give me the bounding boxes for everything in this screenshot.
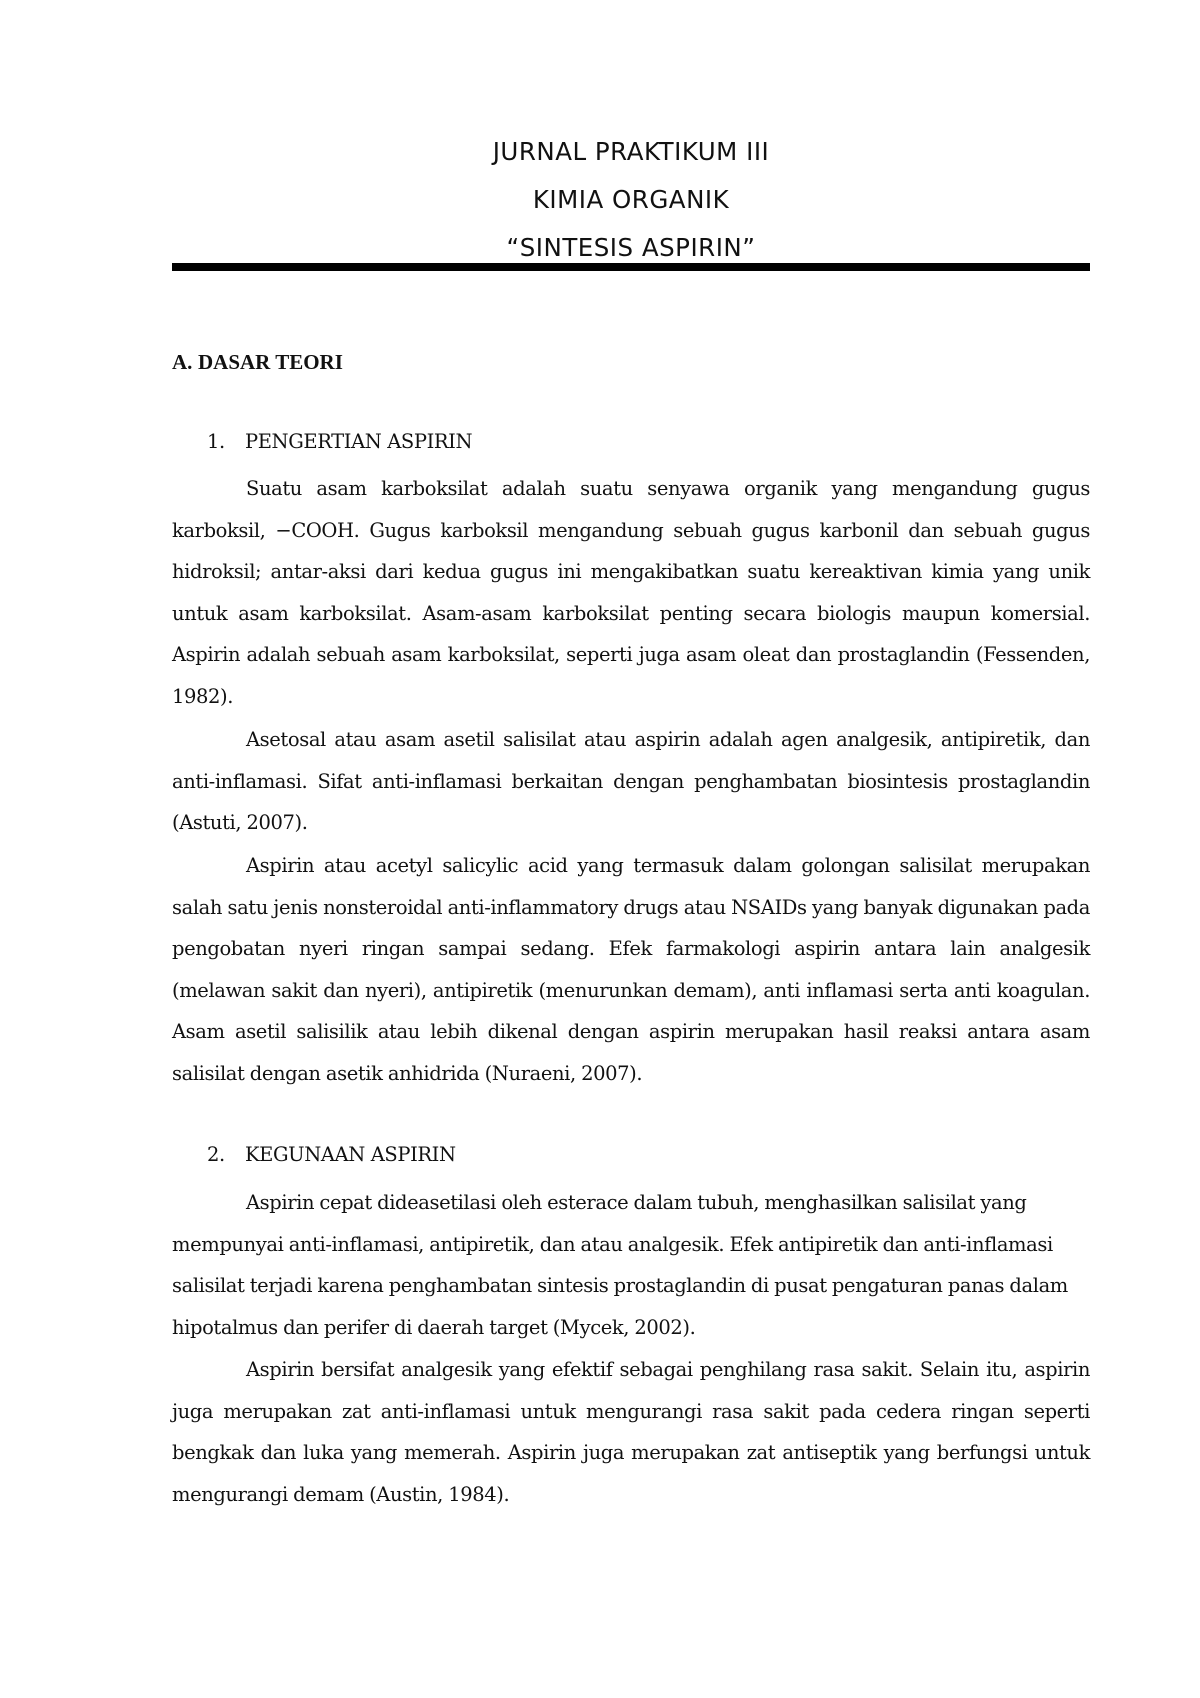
subheading-number: 1.: [207, 430, 225, 453]
paragraph-pengertian-2: Asetosal atau asam asetil salisilat atau aspirin adalah agen analgesik, antipiretik, dan anti-inflamasi. Sifat anti-inflamasi berkaitan dengan penghambatan biosintesis prostaglandin (Astuti, 2007).: [172, 728, 1090, 834]
subheading-kegunaan-aspirin: [207, 1143, 456, 1166]
document-header: [172, 128, 1090, 272]
paragraph-pengertian-3: Aspirin atau acetyl salicylic acid yang termasuk dalam golongan salisilat merupakan salah satu jenis nonsteroidal anti-inflammatory drugs atau NSAIDs yang banyak digunakan pada pengobatan nyeri ringan sampai sedang. Efek farmakologi aspirin antara lain analgesik (melawan sakit dan nyeri), antipiretik (menurunkan demam), anti inflamasi serta anti koagulan. Asam asetil salisilik atau lebih dikenal dengan aspirin merupakan hasil reaksi antara asam salisilat dengan asetik anhidrida (Nuraeni, 2007).: [172, 854, 1090, 1085]
section-heading-dasar-teori: [172, 350, 343, 375]
section-title-text: DASAR TEORI: [198, 350, 343, 374]
subheading-title: KEGUNAAN ASPIRIN: [245, 1143, 456, 1166]
header-title-line-3: “SINTESIS ASPIRIN”: [506, 233, 756, 262]
subheading-pengertian-aspirin: [207, 430, 472, 453]
paragraph-kegunaan-2: Aspirin bersifat analgesik yang efektif sebagai penghilang rasa sakit. Selain itu, aspirin juga merupakan zat anti-inflamasi untuk mengurangi rasa sakit pada cedera ringan seperti bengkak dan luka yang memerah. Aspirin juga merupakan zat antiseptik yang berfungsi untuk mengurangi demam (Austin, 1984).: [172, 1358, 1090, 1506]
header-title-line-1: JURNAL PRAKTIKUM III: [492, 137, 770, 166]
section-letter: A.: [172, 350, 193, 374]
subheading-title: PENGERTIAN ASPIRIN: [245, 430, 473, 453]
paragraph-kegunaan-1: Aspirin cepat dideasetilasi oleh esterace dalam tubuh, menghasilkan salisilat yang mempunyai anti-inflamasi, antipiretik, dan atau analgesik. Efek antipiretik dan anti-inflamasi salisilat terjadi karena penghambatan sintesis prostaglandin di pusat pengaturan panas dalam hipotalmus dan perifer di daerah target (Mycek, 2002).: [172, 1191, 1068, 1339]
subheading-number: 2.: [207, 1143, 225, 1166]
header-divider: [172, 263, 1090, 271]
header-title-line-2: KIMIA ORGANIK: [532, 185, 730, 214]
paragraph-pengertian-1: Suatu asam karboksilat adalah suatu senyawa organik yang mengandung gugus karboksil, −COOH. Gugus karboksil mengandung sebuah gugus karbonil dan sebuah gugus hidroksil; antar-aksi dari kedua gugus ini mengakibatkan suatu kereaktivan kimia yang unik untuk asam karboksilat. Asam-asam karboksilat penting secara biologis maupun komersial. Aspirin adalah sebuah asam karboksilat, seperti juga asam oleat dan prostaglandin (Fessenden, 1982).: [172, 477, 1090, 708]
